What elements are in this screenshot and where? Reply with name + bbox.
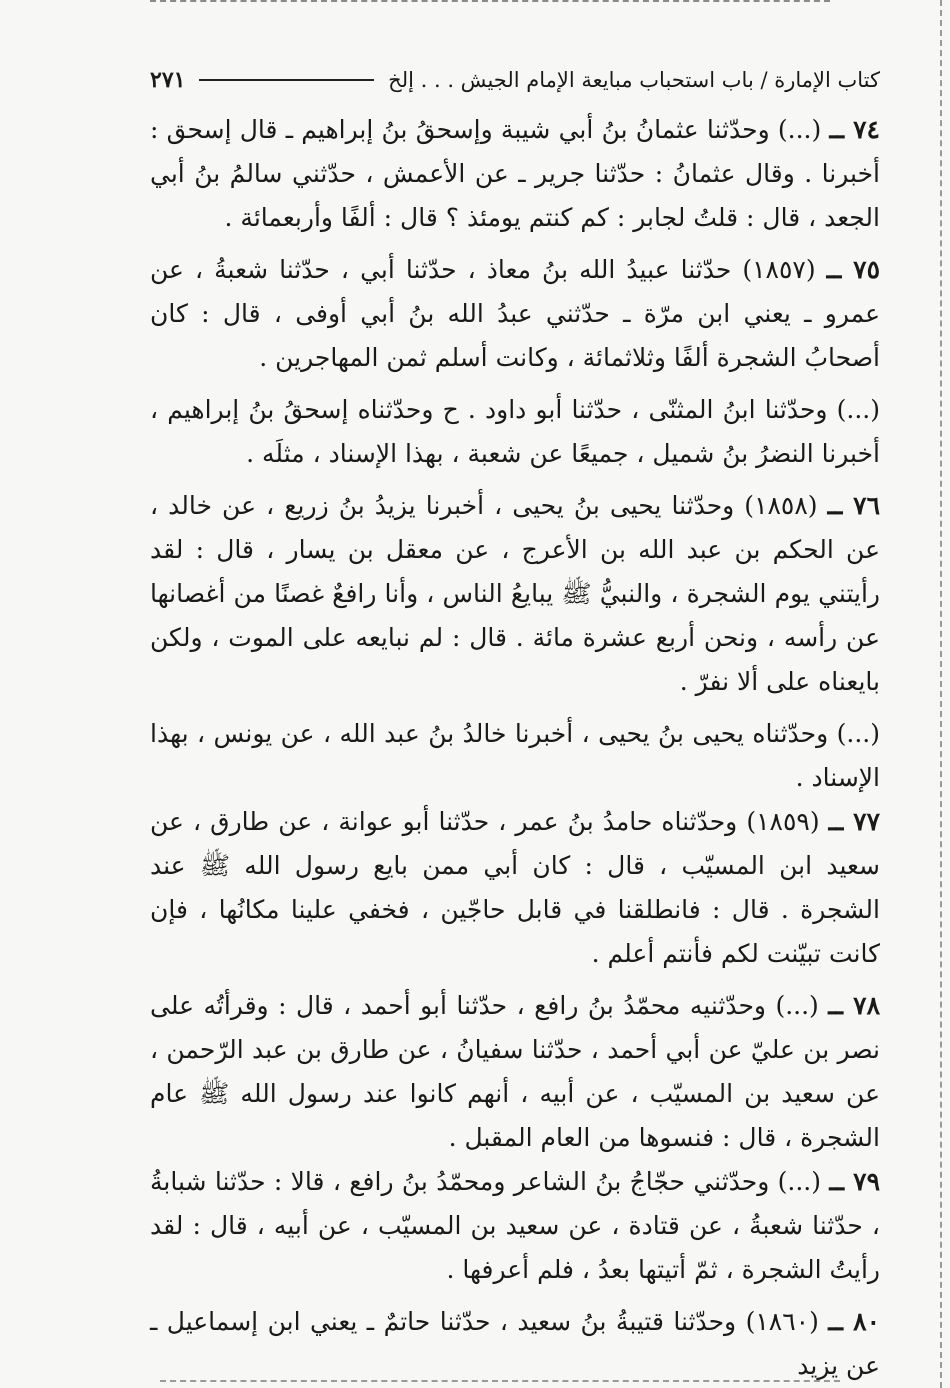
hadith-number: ٧٤ ــ: [829, 115, 880, 144]
hadith-number: ٧٩ ــ: [829, 1167, 880, 1196]
hadith-text: (١٨٦٠) وحدّثنا قتيبةُ بنُ سعيد ، حدّثنا حاتمٌ ـ يعني ابن إسماعيل ـ عن يزيد: [150, 1307, 880, 1380]
hadith-79: [150, 1160, 880, 1292]
scan-edge-top: [150, 0, 830, 2]
hadith-number: ٧٧ ــ: [828, 807, 880, 836]
header-rule: [199, 79, 374, 81]
running-head: [150, 60, 880, 100]
hadith-text: (...) وحدّثنا عثمانُ بنُ أبي شيبة وإسحقُ بنُ إبراهيم ـ قال إسحق : أخبرنا . وقال عثمانُ : حدّثنا جرير ـ عن الأعمش ، حدّثني سالمُ بنُ أبي الجعد ، قال : قلتُ لجابر : كم كنتم يومئذ ؟ قال : ألفًا وأربعمائة .: [150, 115, 880, 232]
hadith-75-variant: [150, 388, 880, 476]
hadith-77: [150, 800, 880, 976]
hadith-number: ٧٨ ــ: [828, 991, 880, 1020]
hadith-number: ٨٠ ــ: [828, 1307, 880, 1336]
hadith-text: (...) وحدّثناه يحيى بنُ يحيى ، أخبرنا خالدُ بنُ عبد الله ، عن يونس ، بهذا الإسناد .: [150, 719, 880, 792]
hadith-78: [150, 984, 880, 1160]
hadith-80: [150, 1300, 880, 1388]
hadith-text: (...) وحدّثني حجّاجُ بنُ الشاعر ومحمّدُ بنُ رافع ، قالا : حدّثنا شبابةُ ، حدّثنا شعبةُ ، عن قتادة ، عن سعيد بن المسيّب ، عن أبيه ، قال : لقد رأيتُ الشجرة ، ثمّ أتيتها بعدُ ، فلم أعرفها .: [150, 1167, 880, 1284]
hadith-text: (...) وحدّثنيه محمّدُ بنُ رافع ، حدّثنا أبو أحمد ، قال : وقرأتُه على نصر بن عليّ عن أبي أحمد ، حدّثنا سفيانُ ، عن طارق بن عبد الرّحمن ، عن سعيد بن المسيّب ، عن أبيه ، أنهم كانوا عند رسول الله ﷺ عام الشجرة ، قال : فنسوها من العام المقبل .: [150, 991, 880, 1152]
hadith-text: (...) وحدّثنا ابنُ المثنّى ، حدّثنا أبو داود . ح وحدّثناه إسحقُ بنُ إبراهيم ، أخبرنا النضرُ بنُ شميل ، جميعًا عن شعبة ، بهذا الإسناد ، مثلَه .: [150, 395, 880, 468]
hadith-76-variant: [150, 712, 880, 800]
page-number: ٢٧١: [150, 67, 186, 93]
hadith-text: (١٨٥٧) حدّثنا عبيدُ الله بنُ معاذ ، حدّثنا أبي ، حدّثنا شعبةُ ، عن عمرو ـ يعني ابن مرّة ـ حدّثني عبدُ الله بنُ أبي أوفى ، قال : كان أصحابُ الشجرة ألفًا وثلاثمائة ، وكانت أسلم ثمن المهاجرين .: [150, 255, 880, 372]
book-page: [150, 60, 881, 1380]
scan-edge-right: [940, 0, 942, 1388]
hadith-text: (١٨٥٨) وحدّثنا يحيى بنُ يحيى ، أخبرنا يزيدُ بنُ زريع ، عن خالد ، عن الحكم بن عبد الله بن الأعرج ، عن معقل بن يسار ، قال : لقد رأيتني يوم الشجرة ، والنبيُّ ﷺ يبايعُ الناس ، وأنا رافعٌ غصنًا من أغصانها عن رأسه ، ونحن أربع عشرة مائة . قال : لم نبايعه على الموت ، ولكن بايعناه على ألا نفرّ .: [150, 491, 880, 696]
running-head-title: كتاب الإمارة / باب استحباب مبايعة الإمام الجيش . . . إلخ: [388, 68, 880, 92]
hadith-74: [150, 108, 880, 240]
hadith-number: ٧٥ ــ: [826, 255, 881, 284]
hadith-75: [150, 248, 880, 380]
hadith-text: (١٨٥٩) وحدّثناه حامدُ بنُ عمر ، حدّثنا أبو عوانة ، عن طارق ، عن سعيد ابن المسيّب ، قال : كان أبي ممن بايع رسول الله ﷺ عند الشجرة . قال : فانطلقنا في قابل حاجّين ، فخفي علينا مكانُها ، فإن كانت تبيّنت لكم فأنتم أعلم .: [150, 807, 880, 968]
hadith-number: ٧٦ ــ: [827, 491, 880, 520]
hadith-76: [150, 484, 880, 704]
